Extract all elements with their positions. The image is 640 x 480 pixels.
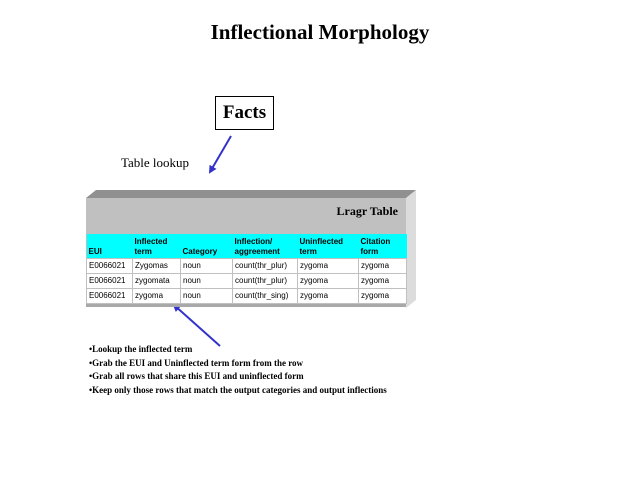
step-item: • Grab the EUI and Uninflected term form from the row — [89, 357, 387, 371]
lragr-table — [86, 234, 407, 304]
table-header-row — [87, 234, 407, 258]
table-row — [87, 288, 407, 303]
facts-arrow — [210, 136, 231, 172]
cell-inflection: count(thr_plur) — [233, 273, 298, 288]
col-header-uninflected-term: Uninflected term — [298, 234, 359, 258]
step-item: • Keep only those rows that match the output categories and output inflections — [89, 384, 387, 398]
cell-uninflected-term: zygoma — [298, 288, 359, 303]
cell-category: noun — [181, 258, 233, 273]
table-row — [87, 258, 407, 273]
cell-inflection: count(thr_plur) — [233, 258, 298, 273]
facts-box: Facts — [215, 96, 274, 130]
table-title: Lragr Table — [336, 204, 398, 218]
col-header-inflection: Inflection/ aggreement — [233, 234, 298, 258]
cell-uninflected-term: zygoma — [298, 258, 359, 273]
table-top-face — [86, 190, 416, 198]
col-header-inflected-term: Inflected term — [133, 234, 181, 258]
cell-citation-form: zygoma — [359, 288, 407, 303]
cell-inflected-term: zygoma — [133, 288, 181, 303]
cell-citation-form: zygoma — [359, 258, 407, 273]
col-header-eui: EUI — [87, 234, 133, 258]
slide-title: Inflectional Morphology — [210, 20, 430, 44]
cell-eui: E0066021 — [87, 273, 133, 288]
cell-category: noun — [181, 273, 233, 288]
cell-inflection: count(thr_sing) — [233, 288, 298, 303]
col-header-category: Category — [181, 234, 233, 258]
cell-eui: E0066021 — [87, 258, 133, 273]
cell-inflected-term: zygomata — [133, 273, 181, 288]
lragr-table-graphic — [86, 190, 416, 318]
cell-inflected-term: Zygomas — [133, 258, 181, 273]
cell-eui: E0066021 — [87, 288, 133, 303]
cell-citation-form: zygoma — [359, 273, 407, 288]
steps-list — [89, 343, 387, 397]
cell-uninflected-term: zygoma — [298, 273, 359, 288]
step-item: • Grab all rows that share this EUI and uninflected form — [89, 370, 387, 384]
table-row — [87, 273, 407, 288]
table-side-face — [406, 190, 416, 308]
cell-category: noun — [181, 288, 233, 303]
step-item: • Lookup the inflected term — [89, 343, 387, 357]
col-header-citation-form: Citation form — [359, 234, 407, 258]
table-lookup-label: Table lookup — [121, 155, 190, 170]
